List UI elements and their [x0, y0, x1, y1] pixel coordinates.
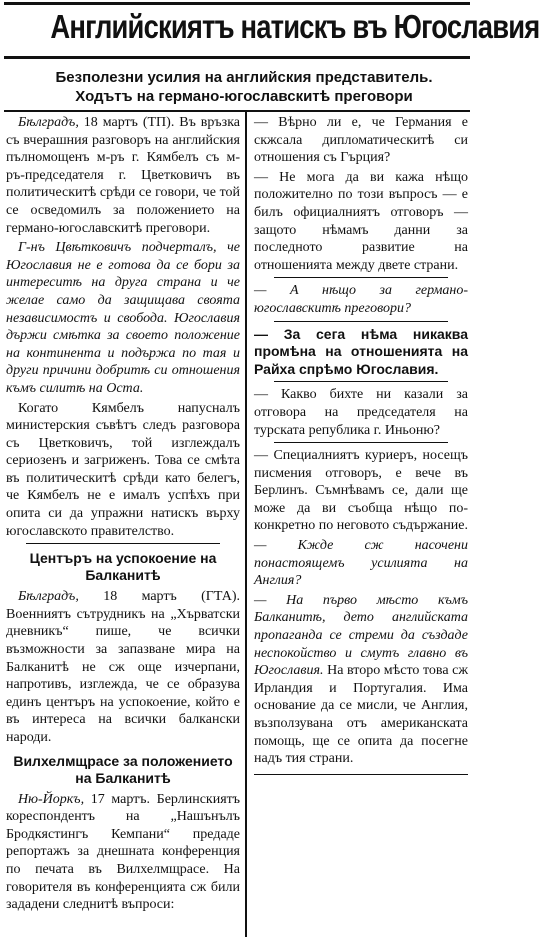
dateline-date: 18 мартъ (ТП). [83, 115, 175, 130]
section-title: Центъръ на успокоение на Балканитѣ [29, 550, 217, 584]
question: — А нѣщо за германо-югославскитѣ преговори? [254, 283, 468, 316]
qa-separator [274, 277, 448, 278]
question: — Кжде сж насочени понастоящемъ усилията на Англия? [254, 538, 468, 589]
column-divider [245, 112, 247, 937]
answer: — Не мога да ви кажа нѣщо положително по този въпросъ — е билъ официалниятъ отговоръ — защото нѣмамъ данни за последното развитие на отношенията между двете страни. [254, 169, 468, 273]
subhead-rule [4, 110, 470, 112]
subheadline: Безполезни усилия на английския представитель. Ходътъ на германо-югославскитѣ преговори [55, 69, 433, 105]
qa-separator [274, 321, 448, 322]
section-title: Вилхелмщрасе за положението на Балканитѣ [13, 752, 233, 786]
headline-rule [4, 56, 470, 59]
answer: — За сега нѣма никаква промѣна на отношенията на Райха спрѣмо Югославия. [254, 325, 468, 377]
article-paragraph-italic: Г-нъ Цвѣтковичъ подчерталъ, че Югославия не е готова да се бори за интереситѣ на друга страна и че желае само да защищава своята независимостъ и свобода. Югославия държи смѣтка за своето положение на континента и подържа по тая и други причини добритѣ си отношения къмъ силитѣ на Оста. [6, 240, 240, 396]
section-separator [26, 543, 220, 544]
article-paragraph: Когато Кямбелъ напусналъ министерския съвѣтъ следъ разговора съ Цветковичъ, той изглеждалъ сериозенъ и загриженъ. Това се смѣта въ политическитѣ срѣди като белегъ, че Кямбелъ не е ималъ успѣхъ при опита си да упражни натискъ върху югославското правителство. [6, 400, 240, 539]
right-column [254, 114, 468, 775]
answer: — Специалниятъ куриеръ, носещъ писмения отговоръ, е вече въ Берлинъ. Съмнѣвамъ се, дали ще може да ви съобща нѣщо по-конкретно по неговото съдържание. [254, 448, 468, 534]
qa-separator [274, 381, 448, 382]
article-paragraph: Бѣлградъ, 18 мартъ (ГТА). Военниятъ сътрудникъ на „Хърватски дневникъ“ пише, че всички възможности за запазване мира на Балканитѣ не сж още изчерпани, напротивъ, изглежда, че се образува единъ центъръ на успокоение, който е въ интереса на всички балкански народи. [6, 589, 240, 745]
question: — Какво бихте ни казали за отговора на председателя на турската република г. Иньоню? [254, 387, 468, 438]
left-column [6, 114, 240, 916]
article-paragraph: Бѣлградъ, 18 мартъ (ТП). Въ връзка съ вчерашния разговоръ на английския пълномощенъ м-ръ г. Кямбелъ съ м-ръ-председателя г. Цветковичъ въ политическитѣ срѣди се говори, че той се осведомилъ за положението на германо-югославскитѣ преговори. [6, 115, 240, 236]
question: — Вѣрно ли е, че Германия е скжсала дипломатическитѣ си отношения съ Гърция? [254, 115, 468, 166]
article-paragraph: Ню-Йоркъ, 17 мартъ. Берлинскиятъ кореспондентъ на „Нашънълъ Бродкястингъ Кемпани“ предаде репортажъ за днешната конференция по печата въ Вилхелмщрасе. На говорителя въ конференцията сж били зададени следнитѣ въпроси: [6, 791, 240, 913]
answer: — На първо мѣсто къмъ Балканитѣ, дето английската пропаганда се стреми да създаде неспокойство и смутъ главно въ Югославия. На второ мѣсто това сж Ирландия и Португалия. Има основание да се мисли, че Англия, възползувана отъ американската помощь, ще се опита да посегне надъ тия страни. [254, 592, 469, 767]
headline: Английскиятъ натискъ въ Югославия [50, 8, 539, 45]
dateline-place: Бѣлградъ, [18, 115, 79, 130]
qa-separator [274, 442, 448, 443]
article-end-rule [254, 774, 468, 775]
newspaper-page [4, 2, 539, 937]
